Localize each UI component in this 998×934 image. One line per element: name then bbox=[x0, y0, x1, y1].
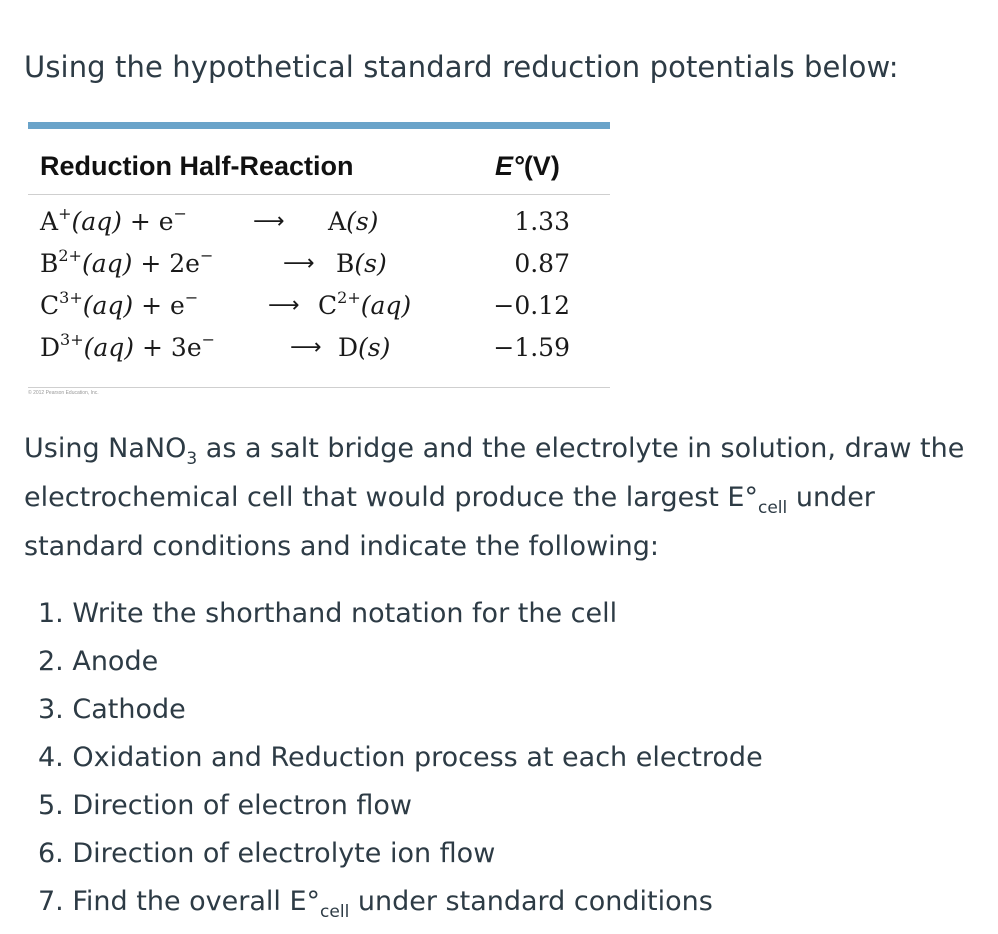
list-item: 4. Oxidation and Reduction process at each electrode bbox=[38, 742, 763, 773]
potential-value: −1.59 bbox=[493, 333, 570, 362]
reduced-species: D(s) bbox=[338, 333, 391, 362]
header-potential-unit: (V) bbox=[523, 151, 560, 181]
potential-value: 0.87 bbox=[514, 249, 570, 278]
table-row bbox=[28, 246, 610, 291]
list-item: 7. Find the overall $E^\circ_{cell}$ under standard conditions bbox=[38, 886, 713, 922]
instructions-paragraph: Using NaNO$_3$ as a salt bridge and the electrolyte in solution, draw the electrochemical cell that would produce the largest $E^\circ_{cell}$ under standard conditions and indicate the following: bbox=[24, 433, 965, 562]
reduced-species: $C^{2+}(aq)$ bbox=[318, 288, 412, 320]
reaction-arrow: ⟶ bbox=[253, 209, 285, 234]
header-half-reaction: Reduction Half-Reaction bbox=[40, 151, 354, 181]
reduced-species: B(s) bbox=[336, 249, 387, 278]
table-body bbox=[28, 195, 610, 388]
header-potential bbox=[495, 151, 560, 182]
potential-value: −0.12 bbox=[493, 291, 570, 320]
oxidized-species: $D^{3+}(aq) + 3e^-$ bbox=[40, 330, 216, 362]
oxidized-species: $B^{2+}(aq) + 2e^-$ bbox=[40, 246, 214, 278]
list-item: 2. Anode bbox=[38, 646, 159, 677]
intro-text: Using the hypothetical standard reduction potentials below: bbox=[24, 50, 899, 84]
table-top-rule bbox=[28, 122, 610, 129]
copyright-note: © 2012 Pearson Education, Inc. bbox=[28, 390, 99, 396]
table-row bbox=[28, 288, 610, 333]
reaction-arrow: ⟶ bbox=[290, 335, 322, 360]
header-potential-symbol: E° bbox=[495, 151, 524, 181]
list-item: 1. Write the shorthand notation for the cell bbox=[38, 598, 618, 629]
table-row bbox=[28, 330, 610, 375]
oxidized-species: $C^{3+}(aq) + e^-$ bbox=[40, 288, 199, 320]
reaction-arrow: ⟶ bbox=[268, 293, 300, 318]
reduction-potential-table bbox=[28, 122, 610, 388]
reduced-species: A(s) bbox=[328, 207, 379, 236]
list-item: 5. Direction of electron flow bbox=[38, 790, 412, 821]
list-item: 6. Direction of electrolyte ion flow bbox=[38, 838, 496, 869]
table-header bbox=[28, 129, 610, 195]
oxidized-species: A+(aq) + e− bbox=[40, 204, 187, 236]
table-row bbox=[28, 204, 610, 249]
reaction-arrow: ⟶ bbox=[283, 251, 315, 276]
list-item: 3. Cathode bbox=[38, 694, 186, 725]
potential-value: 1.33 bbox=[514, 207, 570, 236]
task-list bbox=[38, 590, 763, 926]
